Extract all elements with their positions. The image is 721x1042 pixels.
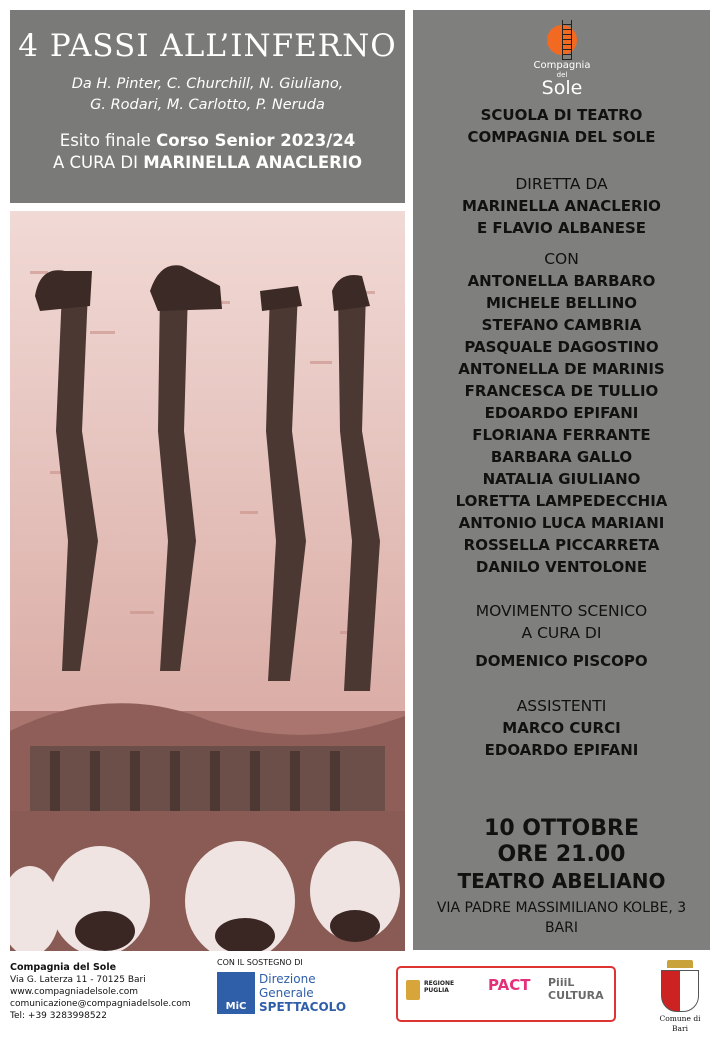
- piil-cultura-logo: PiiiL CULTURA: [548, 976, 604, 1002]
- cast-member: ANTONIO LUCA MARIANI: [458, 514, 665, 532]
- cura-prefix: A CURA DI: [52, 153, 144, 172]
- cast-member: MICHELE BELLINO: [485, 294, 638, 312]
- authors-line-2: G. Rodari, M. Carlotto, P. Neruda: [90, 97, 325, 113]
- venue: TEATRO ABELIANO: [457, 869, 666, 893]
- cast-member: LORETTA LAMPEDECCHIA: [455, 492, 668, 510]
- title-box: [10, 10, 405, 203]
- event-date: [413, 816, 710, 894]
- movement-label: [413, 600, 710, 644]
- dg-spettacolo: [259, 972, 346, 1014]
- assistants: [413, 717, 710, 761]
- bari-label: Comune di Bari: [659, 1014, 701, 1033]
- school-line-2: COMPAGNIA DEL SOLE: [467, 128, 656, 146]
- crown-icon: [667, 960, 693, 968]
- comune-bari-logo: [655, 960, 705, 1034]
- show-title: 4 PASSI ALL’INFERNO: [18, 28, 397, 64]
- cast-label: CON: [544, 250, 579, 268]
- pact-logo: PACT: [488, 976, 531, 994]
- partner-logos: [396, 966, 616, 1022]
- ladder-logo-icon: [562, 20, 572, 60]
- assistants-label: ASSISTENTI: [516, 697, 607, 715]
- esito-course: Corso Senior 2023/24: [156, 131, 356, 150]
- esito: [10, 130, 405, 174]
- esito-prefix: Esito finale: [59, 131, 157, 150]
- poster-photo: [10, 211, 405, 951]
- mic-text: MiC: [225, 1001, 247, 1012]
- cast-member: NATALIA GIULIANO: [482, 470, 641, 488]
- cast-member: ANTONELLA BARBARO: [467, 272, 656, 290]
- mic-logo-icon: [217, 972, 255, 1014]
- dg-line-2: Generale: [259, 986, 314, 1000]
- authors: [10, 74, 405, 116]
- logo-line-3: Sole: [541, 77, 583, 99]
- address-city: BARI: [544, 920, 579, 936]
- esito-line: [10, 130, 405, 152]
- date-time: ORE 21.00: [497, 842, 626, 867]
- cura-line: [10, 152, 405, 174]
- logo-line-2: del: [556, 71, 568, 79]
- footer-website[interactable]: www.compagniadelsole.com: [10, 987, 139, 997]
- cast-member: ROSSELLA PICCARRETA: [463, 536, 660, 554]
- footer-address: Via G. Laterza 11 - 70125 Bari: [10, 975, 146, 985]
- director-1: MARINELLA ANACLERIO: [462, 197, 661, 215]
- cura-name: MARINELLA ANACLERIO: [143, 153, 363, 172]
- sponsor-mic: [217, 958, 347, 1014]
- company-logo: [520, 60, 604, 98]
- footer-email[interactable]: comunicazione@compagniadelsole.com: [10, 999, 191, 1009]
- director-2: E FLAVIO ALBANESE: [476, 219, 647, 237]
- cast-member: PASQUALE DAGOSTINO: [464, 338, 659, 356]
- movement-label-1: MOVIMENTO SCENICO: [475, 602, 648, 620]
- authors-line-1: Da H. Pinter, C. Churchill, N. Giuliano,: [71, 76, 344, 92]
- cast-member: STEFANO CAMBRIA: [481, 316, 642, 334]
- directors: [413, 195, 710, 239]
- regione-label: REGIONE PUGLIA: [424, 980, 455, 994]
- cast-member: FRANCESCA DE TULLIO: [464, 382, 659, 400]
- assistant-1: MARCO CURCI: [502, 719, 621, 737]
- cast-member: FLORIANA FERRANTE: [472, 426, 651, 444]
- footer-phone: Tel: +39 3283998522: [10, 1011, 108, 1021]
- movement-label-2: A CURA DI: [521, 624, 602, 642]
- address: [413, 898, 710, 938]
- sponsor-label: CON IL SOSTEGNO DI: [217, 958, 303, 967]
- cast-member: DANILO VENTOLONE: [475, 558, 648, 576]
- regione-puglia-logo: [406, 976, 480, 1012]
- dg-line-3: SPETTACOLO: [259, 1000, 347, 1014]
- date-day: 10 OTTOBRE: [484, 816, 639, 841]
- school-heading: [413, 104, 710, 148]
- movement-name: DOMENICO PISCOPO: [475, 652, 648, 670]
- cast-member: ANTONELLA DE MARINIS: [458, 360, 665, 378]
- assistant-2: EDOARDO EPIFANI: [484, 741, 639, 759]
- photo-illustration: [10, 211, 405, 951]
- logo-line-1: Compagnia: [533, 60, 591, 71]
- cast-member: EDOARDO EPIFANI: [484, 404, 639, 422]
- bari-shield-icon: [661, 970, 699, 1012]
- directed-label: DIRETTA DA: [515, 175, 608, 193]
- footer-contact: [10, 962, 191, 1022]
- address-street: VIA PADRE MASSIMILIANO KOLBE, 3: [436, 900, 687, 916]
- cast-member: BARBARA GALLO: [490, 448, 633, 466]
- footer-org: Compagnia del Sole: [10, 962, 117, 973]
- school-line-1: SCUOLA DI TEATRO: [480, 106, 643, 124]
- regione-emblem-icon: [406, 980, 420, 1000]
- dg-line-1: Direzione: [259, 972, 316, 986]
- cast-list: [413, 270, 710, 578]
